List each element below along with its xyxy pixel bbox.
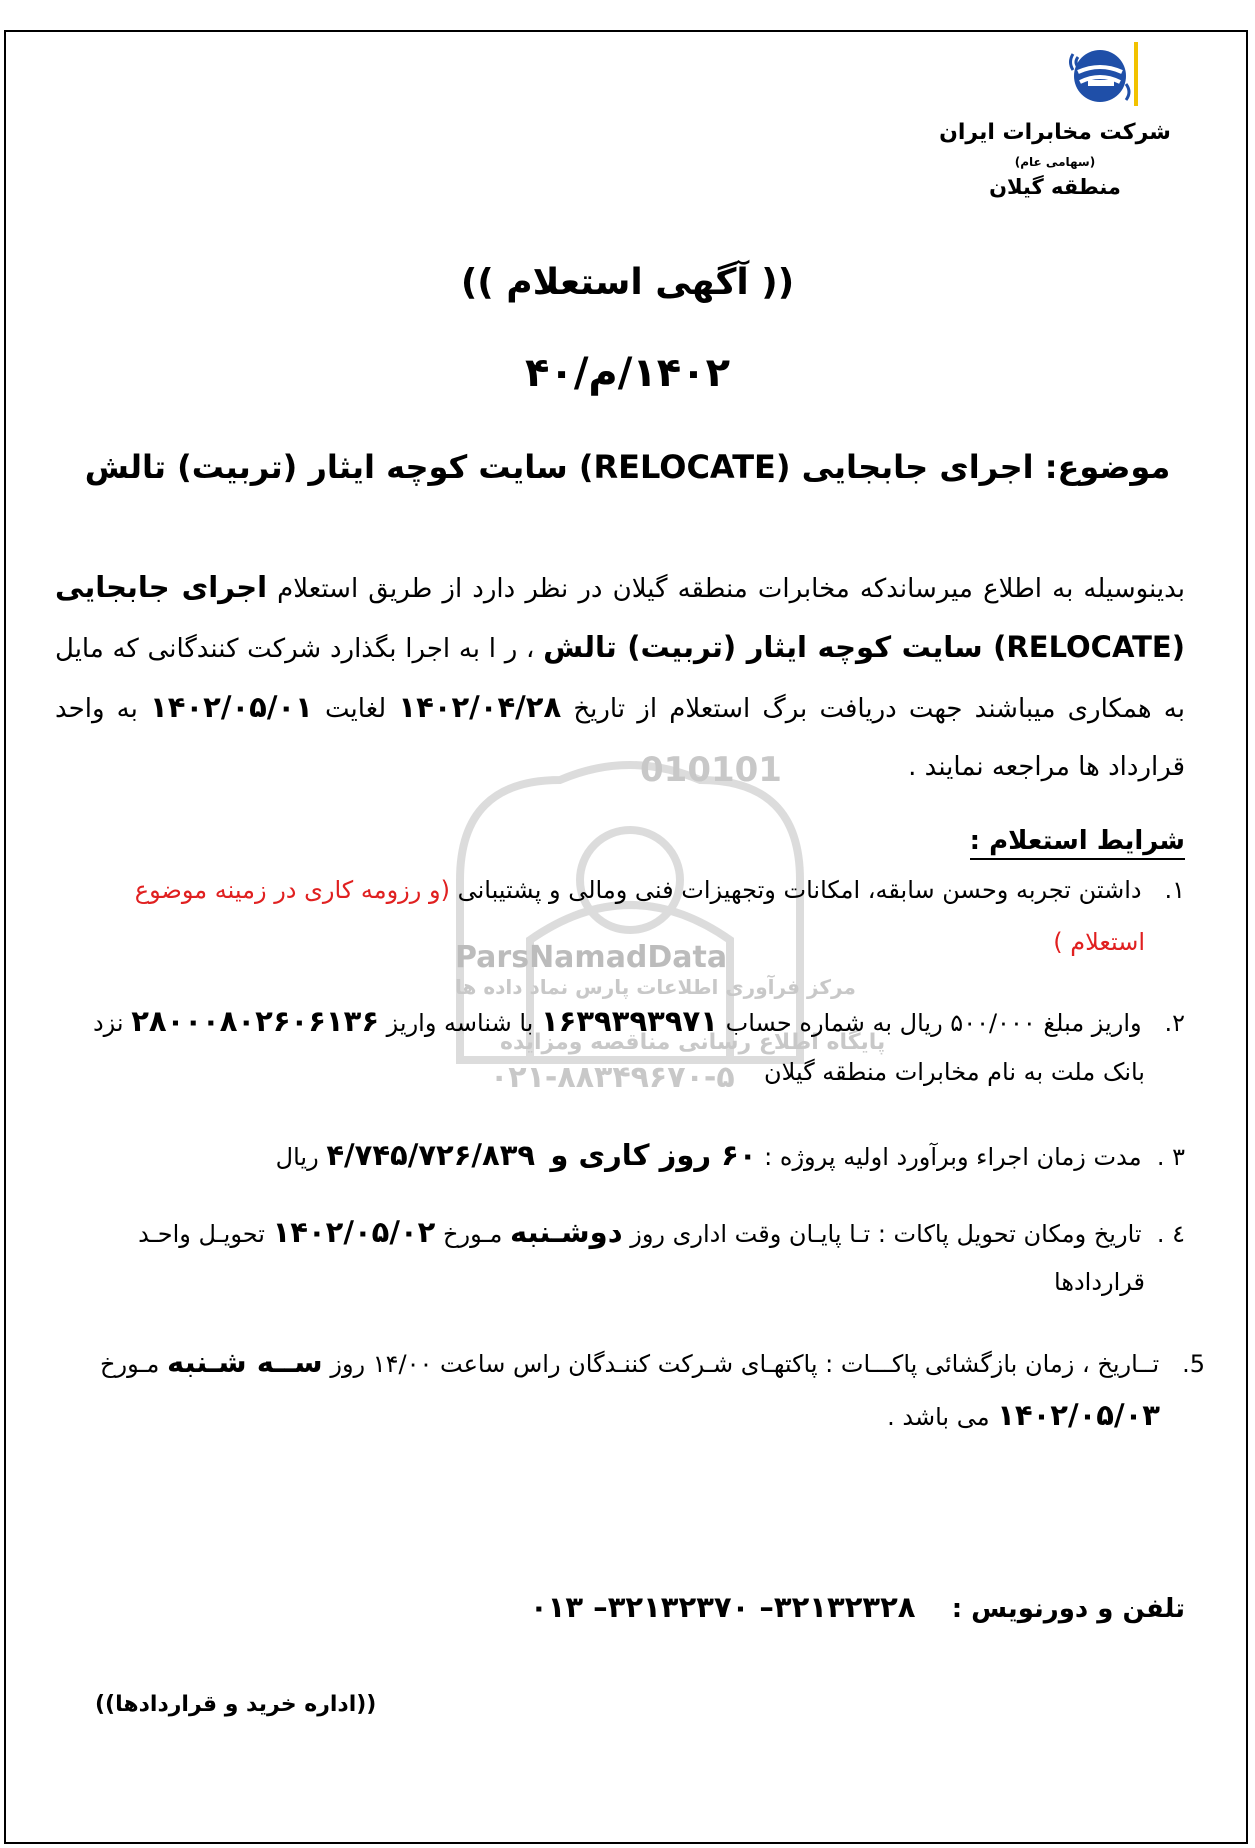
company-name: شرکت مخابرات ایران — [939, 120, 1171, 145]
footer-department: ((اداره خرید و قراردادها)) — [95, 1692, 377, 1717]
condition-3-text-a: مدت زمان اجراء وبرآورد اولیه پروژه : — [756, 1143, 1142, 1171]
company-header — [925, 120, 1185, 199]
intro-date-to: ۱۴۰۲/۰۵/۰۱ — [150, 690, 313, 724]
condition-4-unit: قراردادها — [1054, 1268, 1145, 1296]
condition-4-date: ۱۴۰۲/۰۵/۰۲ — [272, 1215, 436, 1249]
condition-2-number: ۲. — [1164, 1009, 1185, 1037]
condition-5-text-c: می باشد . — [887, 1403, 998, 1431]
notice-number: ۱۴۰۲/م/۴۰ — [524, 350, 731, 396]
condition-1-number: ۱. — [1164, 876, 1185, 904]
watermark-digits: 010101 — [640, 750, 782, 790]
condition-5-text-b: مـورخ — [99, 1350, 167, 1378]
condition-1-highlight-b: استعلام ) — [1053, 928, 1145, 956]
condition-item-5 — [100, 1345, 1205, 1379]
condition-2-text-c: نزد — [92, 1009, 132, 1037]
condition-2-bank: بانک ملت به نام مخابرات منطقه گیلان — [764, 1058, 1145, 1086]
intro-text-1: بدینوسیله به اطلاع میرساندکه مخابرات منطقه گیلان در نظر دارد از طریق استعلام — [267, 574, 1186, 604]
condition-4-text-b: مـورخ — [435, 1220, 510, 1248]
condition-4-text-a: تاریخ ومکان تحویل پاکات : تـا پایـان وقت اداری روز — [622, 1220, 1142, 1248]
condition-5-date-line — [887, 1398, 1160, 1432]
condition-3-number: ۳ . — [1156, 1143, 1185, 1171]
condition-5-date: ۱۴۰۲/۰۵/۰۳ — [997, 1398, 1160, 1432]
intro-date-from: ۱۴۰۲/۰۴/۲۸ — [398, 690, 562, 724]
intro-text-2: ، ر ا به اجرا بگذارد شرکت کنندگانی که مایل به همکاری میباشند جهت دریافت برگ استعلام از تاریخ — [55, 634, 1185, 724]
condition-item-4 — [138, 1215, 1185, 1249]
watermark-line2: پایگاه اطلاع رسانی مناقصه ومزایده — [500, 1030, 886, 1055]
contact-line — [530, 1590, 1185, 1624]
company-type: (سهامی عام) — [1014, 155, 1096, 169]
notice-subject: موضوع: اجرای جابجایی (RELOCATE) سایت کوچه ایثار (تربیت) تالش — [84, 448, 1171, 486]
condition-4-number: ٤ . — [1156, 1220, 1185, 1248]
contact-label: تلفن و دورنویس : — [951, 1594, 1185, 1624]
condition-2-payment-id: ۲۸۰۰۰۸۰۲۶۰۶۱۳۶ — [131, 1004, 380, 1038]
condition-item-2 — [93, 1004, 1185, 1038]
intro-paragraph — [55, 558, 1185, 796]
contact-numbers: ۳۲۱۳۲۳۲۸– ۳۲۱۳۲۳۷۰– ۰۱۳ — [529, 1590, 916, 1624]
condition-2-account: ۱۶۳۹۳۹۳۹۷۱ — [540, 1004, 718, 1038]
condition-4-text-c: تحویـل واحـد — [138, 1220, 273, 1248]
condition-1-highlight-a: (و رزومه کاری در زمینه موضوع — [134, 876, 450, 904]
condition-1-text: داشتن تجربه وحسن سابقه، امکانات وتجهیزات فنی ومالی و پشتیبانی — [449, 876, 1142, 904]
watermark-line1: مرکز فرآوری اطلاعات پارس نماد داده ها — [455, 975, 856, 999]
condition-3-amount: ۴/۷۴۵/۷۲۶/۸۳۹ — [326, 1138, 536, 1172]
condition-2-text-a: واریز مبلغ ۵۰۰/۰۰۰ ریال به شماره حساب — [717, 1009, 1142, 1037]
conditions-heading: شرایط استعلام : — [970, 826, 1185, 860]
company-region: منطقه گیلان — [989, 175, 1121, 199]
condition-5-text-a: تــاریخ ، زمان بازگشائی پاکـــات : پاکتهـای شـرکت کننـدگان راس ساعت ۱۴/۰۰ روز — [322, 1350, 1160, 1378]
intro-text-4: به واحد قرارداد ها مراجعه نمایند . — [55, 694, 1185, 782]
condition-3-days: ۶۰ روز کاری و — [550, 1138, 757, 1172]
watermark-brand: ParsNamadData — [455, 940, 728, 975]
condition-2-text-b: با شناسه واریز — [379, 1009, 541, 1037]
intro-project-name: اجرای جابجایی (RELOCATE) سایت کوچه ایثار (تربیت) تالش — [55, 570, 1185, 664]
condition-item-3 — [276, 1138, 1185, 1172]
notice-title: (( آگهی استعلام )) — [460, 262, 795, 303]
intro-text-3: لغایت — [312, 694, 399, 724]
condition-3-text-b: ریال — [275, 1143, 327, 1171]
tci-logo-icon — [1068, 42, 1144, 112]
condition-4-day: دوشـنبه — [509, 1215, 623, 1249]
watermark-phone: ۰۲۱-۸۸۳۴۹۶۷۰-۵ — [490, 1060, 735, 1095]
condition-5-number: 5. — [1182, 1350, 1205, 1378]
condition-item-1 — [135, 876, 1185, 904]
condition-5-day: ســه شـنبه — [166, 1345, 323, 1379]
